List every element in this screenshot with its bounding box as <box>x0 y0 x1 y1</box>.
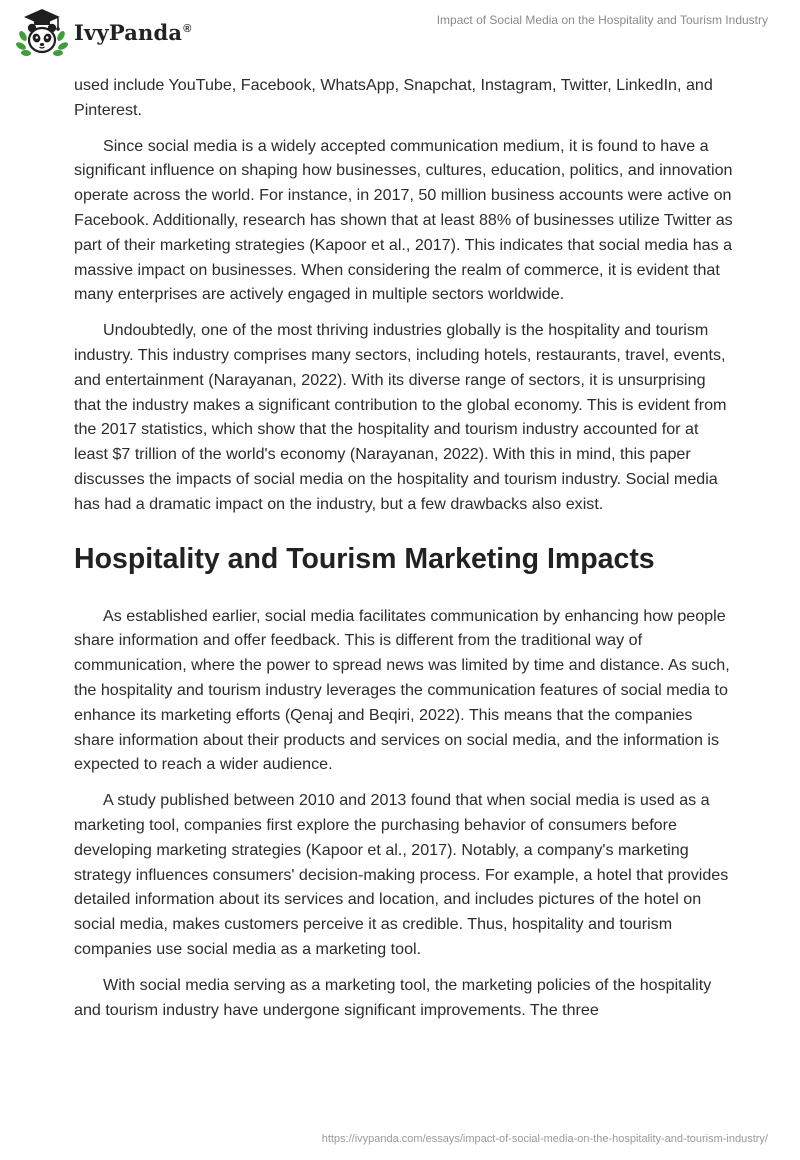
paragraph: A study published between 2010 and 2013 found that when social media is used as a marketing tool, companies first explore the purchasing behavior of consumers before developing marketing strategies (Kapoor et al., 2017). Notably, a company's marketing strategy influences consumers' decision-making process. For example, a hotel that provides detailed information about its services and location, and includes pictures of the hotel on social media, makes customers perceive it as credible. Thus, hospitality and tourism companies use social media as a marketing tool. <box>74 791 729 958</box>
paragraph: As established earlier, social media facilitates communication by enhancing how people share information and offer feedback. This is different from the traditional way of communication, where the power to spread news was limited by time and distance. As such, the hospitality and tourism industry leverages the communication features of social media to enhance its marketing efforts (Qenaj and Beqiri, 2022). This means that the companies share information about their products and services on social media, and the information is expected to reach a wider audience. <box>74 606 730 774</box>
paragraph: Since social media is a widely accepted communication medium, it is found to have a significant influence on shaping how businesses, cultures, education, politics, and innovation operate across the world. For instance, in 2017, 50 million business accounts were active on Facebook. Additionally, research has shown that at least 88% of businesses utilize Twitter as part of their marketing strategies (Kapoor et al., 2017). This indicates that social media has a massive impact on businesses. When considering the realm of commerce, it is evident that many enterprises are actively engaged in multiple sectors worldwide. <box>74 136 733 304</box>
paragraph: With social media serving as a marketing tool, the marketing policies of the hospitality and tourism industry have undergone significant improvements. The three <box>74 975 712 1019</box>
panda-graduation-cap-icon <box>14 6 70 58</box>
paragraph: used include YouTube, Facebook, WhatsApp, Snapchat, Instagram, Twitter, LinkedIn, and Pinterest. <box>74 76 713 119</box>
document-title: Impact of Social Media on the Hospitality and Tourism Industry <box>436 13 768 27</box>
ivypanda-logo[interactable] <box>14 6 192 58</box>
brand-name: IvyPanda® <box>74 19 192 45</box>
page-header <box>0 0 800 70</box>
essay-body <box>74 73 734 1033</box>
source-url[interactable]: https://ivypanda.com/essays/impact-of-social-media-on-the-hospitality-and-tourism-industry/ <box>321 1133 768 1145</box>
section-heading: Hospitality and Tourism Marketing Impacts <box>74 542 655 575</box>
paragraph: Undoubtedly, one of the most thriving industries globally is the hospitality and tourism industry. This industry comprises many sectors, including hotels, restaurants, travel, events, and entertainment (Narayanan, 2022). With its diverse range of sectors, it is unsurprising that the industry makes a significant contribution to the global economy. This is evident from the 2017 statistics, which show that the hospitality and tourism industry accounted for at least $7 trillion of the world's economy (Narayanan, 2022). With this in mind, this paper discusses the impacts of social media on the hospitality and tourism industry. Social media has had a dramatic impact on the industry, but a few drawbacks also exist. <box>74 321 727 513</box>
